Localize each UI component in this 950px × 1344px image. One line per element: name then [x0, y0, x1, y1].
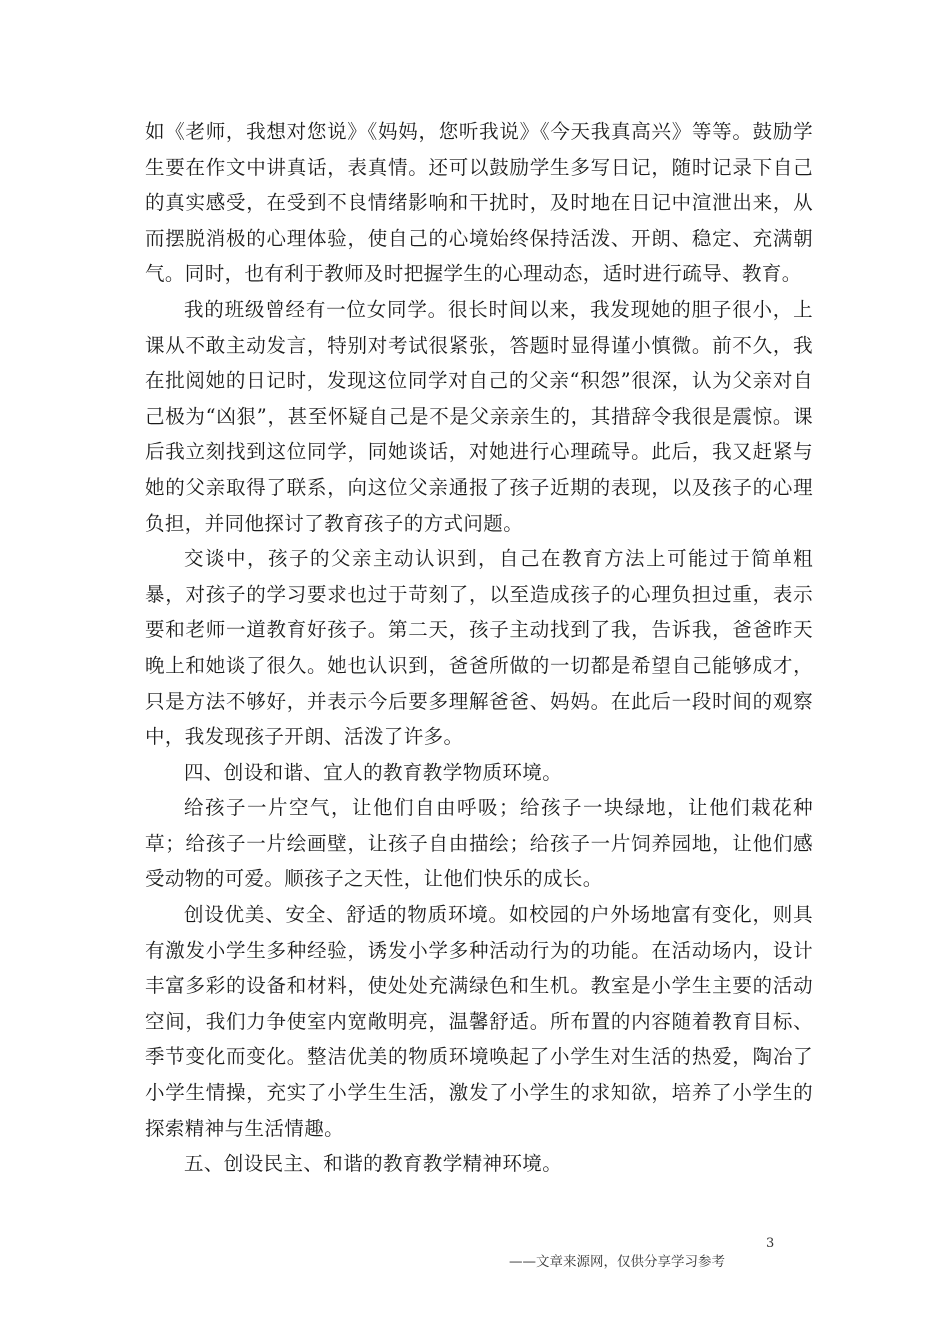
section-heading: 五、创设民主、和谐的教育教学精神环境。: [184, 1152, 563, 1176]
paragraph: 创设优美、安全、舒适的物质环境。如校园的户外场地富有变化，则具有激发小学生多种经验，诱发小学多种活动行为的功能。在活动场内，设计丰富多彩的设备和材料，使处处充满绿色和生机。教室是小学生主要的活动空间，我们力争使室内宽敞明亮，温馨舒适。所布置的内容随着教育目标、季节变化而变化。整洁优美的物质环境唤起了小学生对生活的热爱，陶冶了小学生情操，充实了小学生生活，激发了小学生的求知欲，培养了小学生的探索精神与生活情趣。: [145, 903, 813, 1140]
footer-source-note: ——文章来源网，仅供分享学习参考: [509, 1254, 725, 1270]
page-number: 3: [766, 1236, 775, 1251]
document-body: [145, 114, 813, 1182]
paragraph: 交谈中，孩子的父亲主动认识到，自己在教育方法上可能过于简单粗暴，对孩子的学习要求也过于苛刻了，以至造成孩子的心理负担过重，表示要和老师一道教育好孩子。第二天，孩子主动找到了我，告诉我，爸爸昨天晚上和她谈了很久。她也认识到，爸爸所做的一切都是希望自己能够成才，只是方法不够好，并表示今后要多理解爸爸、妈妈。在此后一段时间的观察中，我发现孩子开朗、活泼了许多。: [145, 547, 813, 749]
paragraph-continued: 如《老师，我想对您说》《妈妈，您听我说》《今天我真高兴》等等。鼓励学生要在作文中讲真话，表真情。还可以鼓励学生多写日记，随时记录下自己的真实感受，在受到不良情绪影响和干扰时，及时地在日记中渲泄出来，从而摆脱消极的心理体验，使自己的心境始终保持活泼、开朗、稳定、充满朝气。同时，也有利于教师及时把握学生的心理动态，适时进行疏导、教育。: [145, 120, 813, 286]
section-heading: 四、创设和谐、宜人的教育教学物质环境。: [184, 760, 563, 784]
paragraph: 我的班级曾经有一位女同学。很长时间以来，我发现她的胆子很小，上课从不敢主动发言，特别对考试很紧张，答题时显得谨小慎微。前不久，我在批阅她的日记时，发现这位同学对自己的父亲“积怨”很深，认为父亲对自己极为“凶狠”，甚至怀疑自己是不是父亲亲生的，其措辞令我很是震惊。课后我立刻找到这位同学，同她谈话，对她进行心理疏导。此后，我又赶紧与她的父亲取得了联系，向这位父亲通报了孩子近期的表现，以及孩子的心理负担，并同他探讨了教育孩子的方式问题。: [145, 297, 813, 535]
paragraph: 给孩子一片空气，让他们自由呼吸；给孩子一块绿地，让他们栽花种草；给孩子一片绘画壁，让孩子自由描绘；给孩子一片饲养园地，让他们感受动物的可爱。顺孩子之天性，让他们快乐的成长。: [145, 796, 813, 891]
